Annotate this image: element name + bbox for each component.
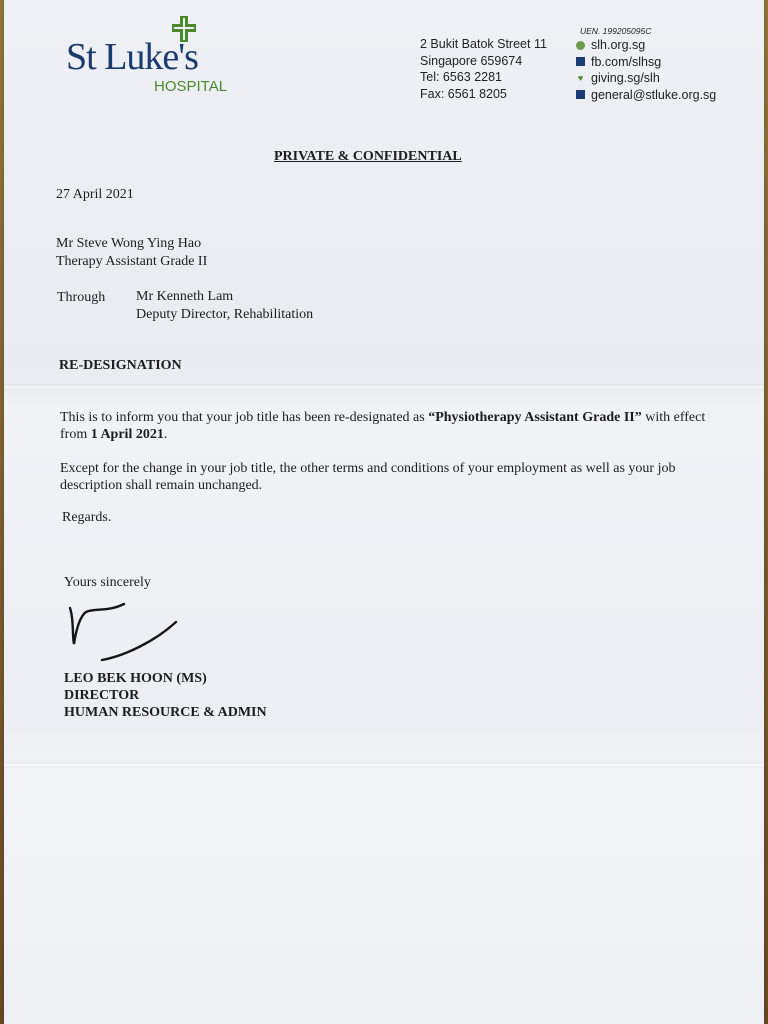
contact-facebook[interactable]: fb.com/slhsg: [576, 54, 716, 71]
fax: Fax: 6561 8205: [420, 86, 507, 101]
signer-name: LEO BEK HOON (MS): [64, 671, 207, 686]
signer-role: DIRECTOR: [64, 688, 140, 703]
telephone: Tel: 6563 2281: [420, 70, 503, 84]
facebook-icon: [576, 57, 585, 66]
paragraph-redesignation: This is to inform you that your job title has been re-designated as “Physiotherapy Assistant Grade II” with effect from 1 April 2021.: [60, 410, 706, 442]
effective-date: 1 April 2021: [90, 427, 164, 442]
globe-icon: [576, 41, 585, 50]
contact-giving[interactable]: ♥ giving.sg/slh: [577, 71, 660, 85]
new-job-title: “Physiotherapy Assistant Grade II”: [428, 410, 642, 425]
recipient-title: Therapy Assistant Grade II: [56, 254, 208, 269]
regards: Regards.: [62, 510, 112, 525]
logo-subtitle: HOSPITAL: [154, 78, 228, 95]
confidential-heading: PRIVATE & CONFIDENTIAL: [274, 149, 462, 164]
through-title: Deputy Director, Rehabilitation: [136, 307, 314, 322]
fold-line: [4, 762, 764, 768]
address-line: 2 Bukit Batok Street 11: [420, 37, 547, 51]
mail-icon: [576, 90, 585, 99]
contact-website[interactable]: slh.org.sg: [576, 37, 716, 54]
through-label: Through: [57, 290, 106, 305]
fold-line: [4, 384, 764, 390]
contact-email[interactable]: general@stluke.org.sg: [576, 87, 716, 104]
letter-page: [4, 0, 764, 1024]
address-block: [420, 36, 547, 102]
logo-name: St Luke's: [66, 36, 198, 78]
hospital-logo: [66, 16, 236, 102]
recipient-name: Mr Steve Wong Ying Hao: [56, 236, 202, 251]
paragraph-terms: Except for the change in your job title, the other terms and conditions of your employment as well as your job description shall remain unchanged.: [60, 461, 676, 493]
signature: [64, 600, 194, 670]
heart-icon: ♥: [577, 72, 584, 83]
letter-date: 27 April 2021: [56, 187, 134, 202]
signer-department: HUMAN RESOURCE & ADMIN: [64, 705, 267, 720]
through-name: Mr Kenneth Lam: [136, 289, 234, 304]
closing: Yours sincerely: [64, 575, 151, 590]
subject-heading: RE-DESIGNATION: [59, 358, 182, 373]
address-line: Singapore 659674: [420, 53, 523, 68]
contact-block: [576, 26, 716, 103]
uen-number: UEN. 199205095C: [580, 26, 652, 36]
